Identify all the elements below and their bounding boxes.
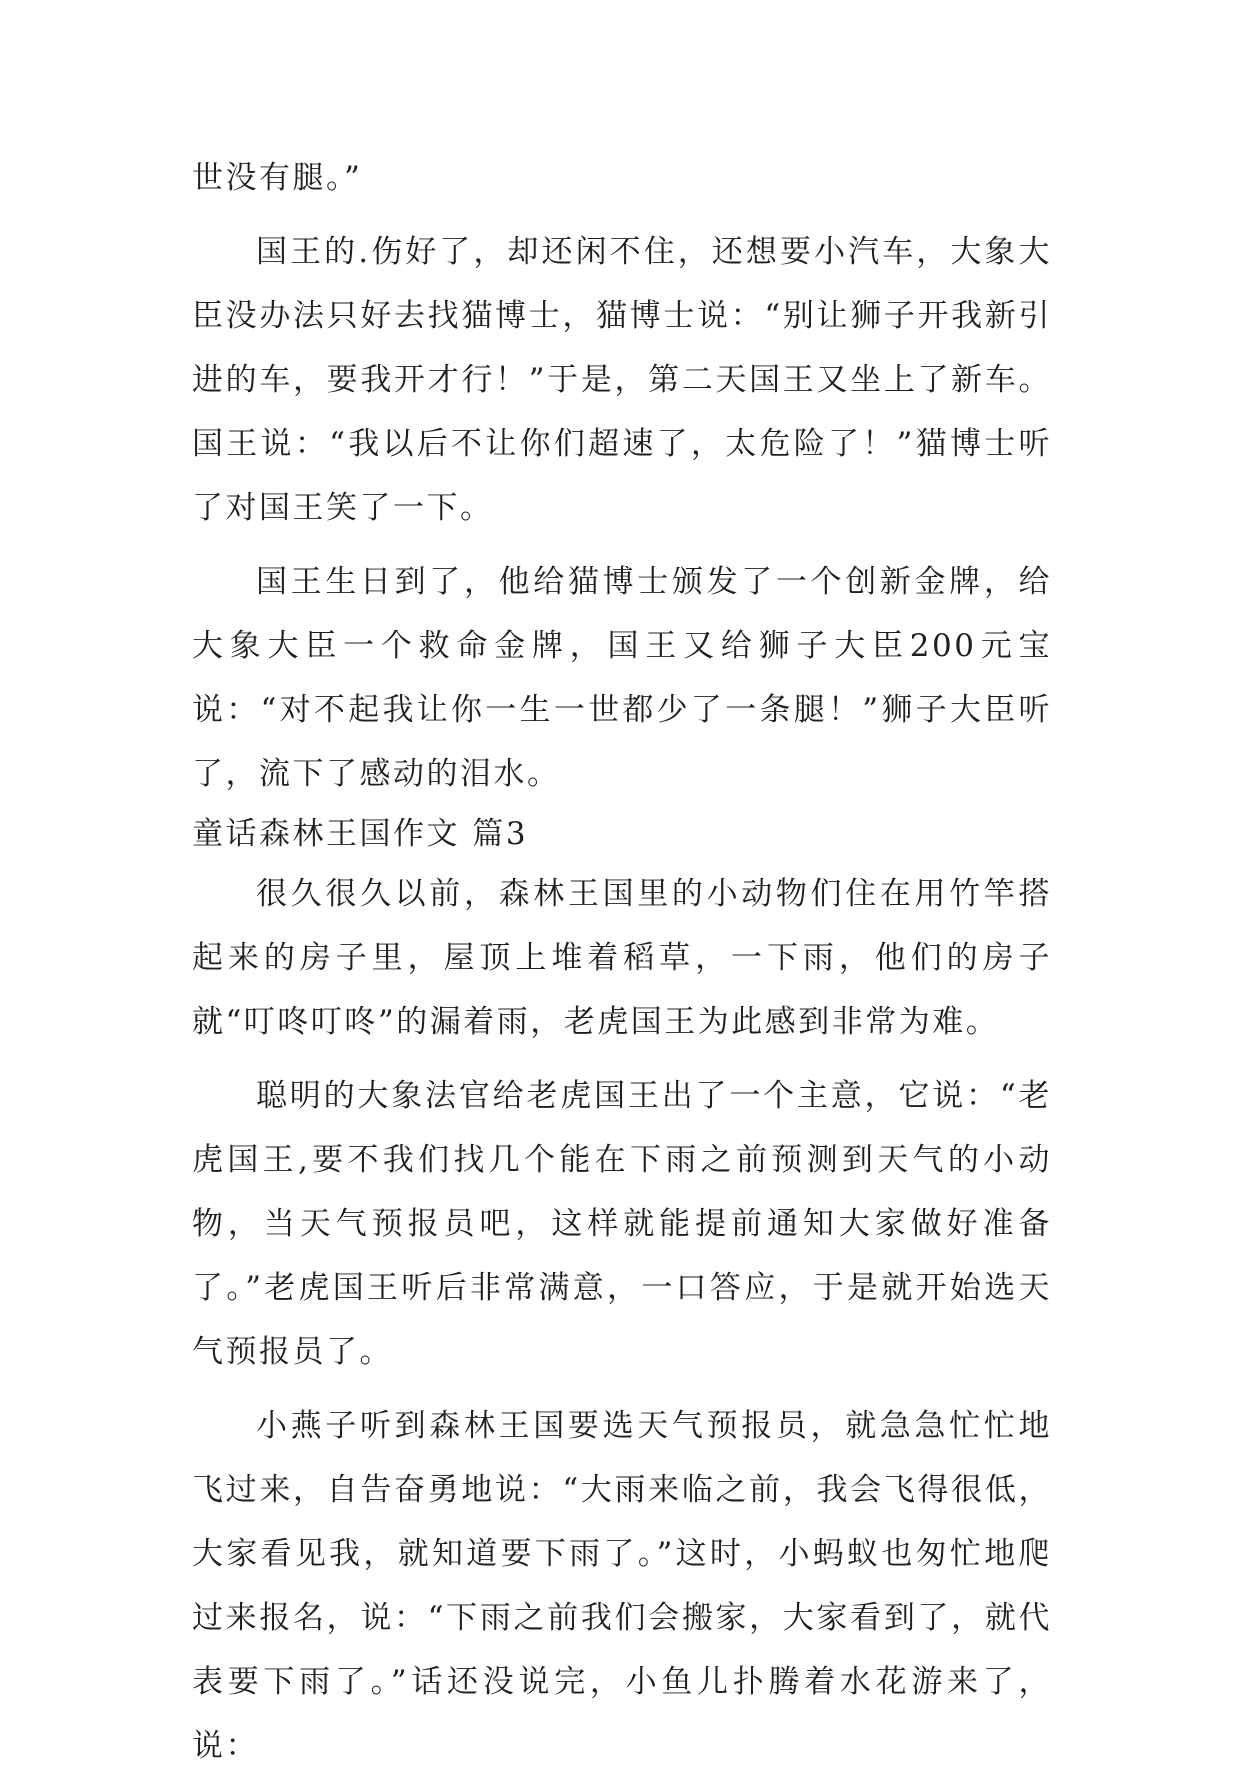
paragraph: 聪明的大象法官给老虎国王出了一个主意，它说：“老虎国王,要不我们找几个能在下雨之前预测到天气的小动物，当天气预报员吧，这样就能提前通知大家做好准备了。”老虎国王听后非常满意，一口答应，于是就开始选天气预报员了。 [192,1078,1052,1370]
paragraph: 小燕子听到森林王国要选天气预报员，就急急忙忙地飞过来，自告奋勇地说：“大雨来临之前，我会飞得很低，大家看见我，就知道要下雨了。”这时，小蚂蚁也匆忙地爬过来报名，说：“下雨之前我们会搬家，大家看到了，就代表要下雨了。”话还没说完，小鱼儿扑腾着水花游来了，说： [192,1408,1052,1764]
paragraph: 国王的.伤好了，却还闲不住，还想要小汽车，大象大臣没办法只好去找猫博士，猫博士说：“别让狮子开我新引进的车，要我开才行！”于是，第二天国王又坐上了新车。国王说：“我以后不让你们超速了，太危险了！”猫博士听了对国王笑了一下。 [192,234,1052,526]
article-body [192,146,1052,1778]
paragraph: 很久很久以前，森林王国里的小动物们住在用竹竿搭起来的房子里，屋顶上堆着稻草，一下雨，他们的房子就“叮咚叮咚”的漏着雨，老虎国王为此感到非常为难。 [192,876,1052,1040]
section-heading: 童话森林王国作文 篇3 [192,816,529,852]
paragraph-continuation: 世没有腿。” [192,160,363,196]
paragraph: 国王生日到了，他给猫博士颁发了一个创新金牌，给大象大臣一个救命金牌，国王又给狮子大臣200元宝说：“对不起我让你一生一世都少了一条腿！”狮子大臣听了，流下了感动的泪水。 [192,564,1052,792]
